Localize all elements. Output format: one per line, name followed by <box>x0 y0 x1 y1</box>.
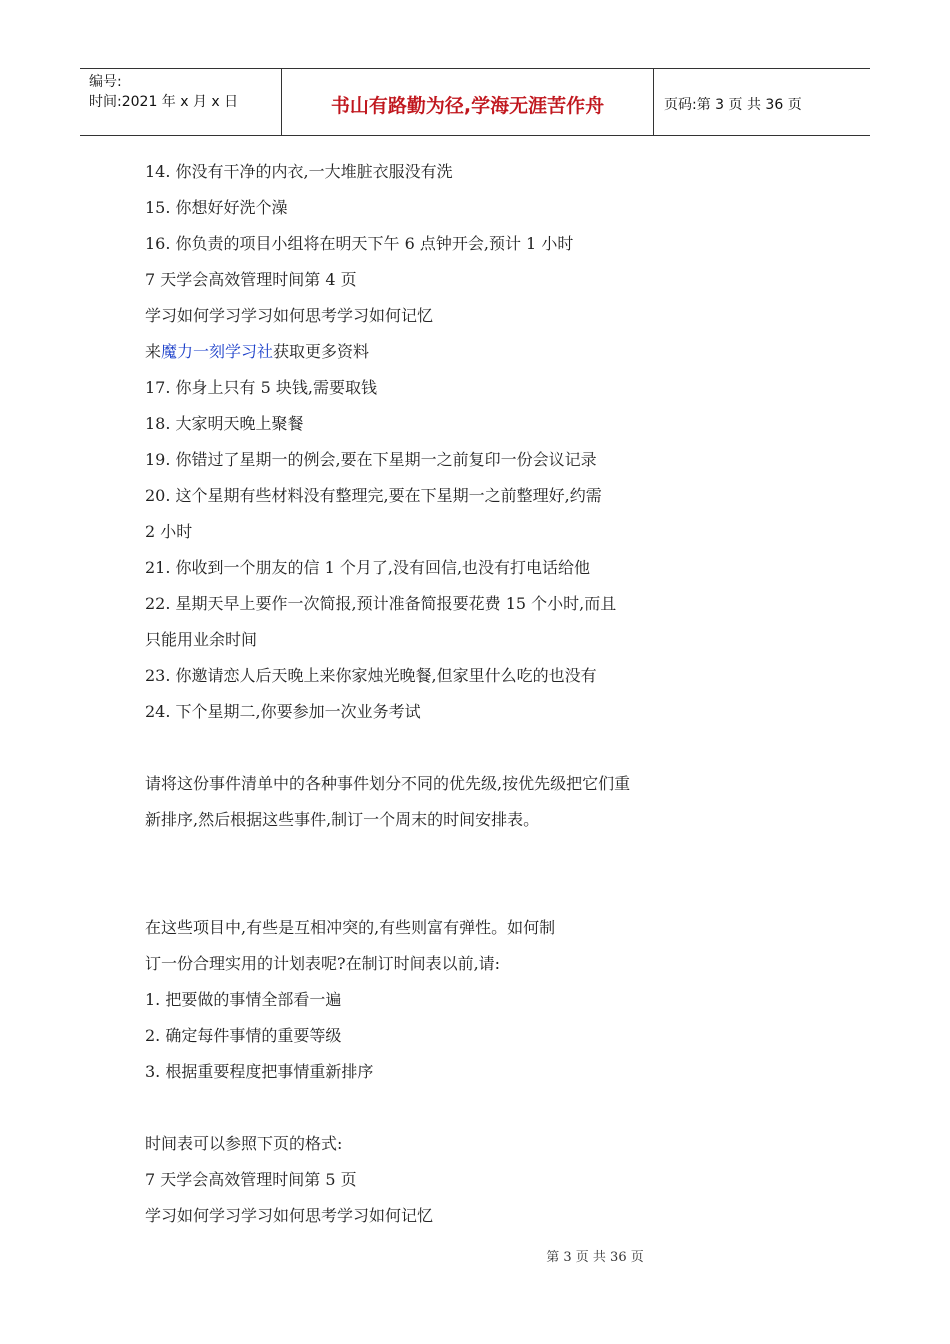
list-item: 23. 你邀请恋人后天晚上来你家烛光晚餐,但家里什么吃的也没有 <box>145 666 597 685</box>
conflict-paragraph: 订一份合理实用的计划表呢?在制订时间表以前,请: <box>145 954 501 973</box>
list-item: 15. 你想好好洗个澡 <box>145 198 288 217</box>
tagline: 学习如何学习学习如何思考学习如何记忆 <box>145 1206 434 1225</box>
promo-prefix: 来 <box>145 342 162 361</box>
page-header <box>80 68 870 136</box>
task-paragraph: 新排序,然后根据这些事件,制订一个周末的时间安排表。 <box>145 810 540 829</box>
promo-suffix: 获取更多资料 <box>273 342 370 361</box>
list-item: 21. 你收到一个朋友的信 1 个月了,没有回信,也没有打电话给他 <box>145 558 591 577</box>
list-item: 19. 你错过了星期一的例会,要在下星期一之前复印一份会议记录 <box>145 450 597 469</box>
list-item: 22. 星期天早上要作一次简报,预计准备简报要花费 15 个小时,而且 <box>145 594 617 613</box>
list-item-continuation: 2 小时 <box>145 522 193 541</box>
page-marker: 7 天学会高效管理时间第 5 页 <box>145 1170 357 1189</box>
document-number: 编号: <box>89 74 122 90</box>
document-body <box>145 154 785 1234</box>
header-page-number: 页码:第 3 页 共 36 页 <box>664 97 802 113</box>
tagline: 学习如何学习学习如何思考学习如何记忆 <box>145 306 434 325</box>
list-item: 17. 你身上只有 5 块钱,需要取钱 <box>145 378 377 397</box>
task-paragraph: 请将这份事件清单中的各种事件划分不同的优先级,按优先级把它们重 <box>145 774 631 793</box>
document-date: 时间:2021 年 x 月 x 日 <box>89 94 239 110</box>
list-item: 16. 你负责的项目小组将在明天下午 6 点钟开会,预计 1 小时 <box>145 234 574 253</box>
conflict-paragraph: 在这些项目中,有些是互相冲突的,有些则富有弹性。如何制 <box>145 918 556 937</box>
list-item: 14. 你没有干净的内衣,一大堆脏衣服没有洗 <box>145 162 453 181</box>
step-item: 1. 把要做的事情全部看一遍 <box>145 990 342 1009</box>
page-footer: 第 3 页 共 36 页 <box>546 1250 644 1265</box>
page-marker: 7 天学会高效管理时间第 4 页 <box>145 270 357 289</box>
step-item: 3. 根据重要程度把事情重新排序 <box>145 1062 374 1081</box>
study-club-link[interactable]: 魔力一刻学习社 <box>161 342 274 361</box>
format-note: 时间表可以参照下页的格式: <box>145 1134 343 1153</box>
list-item: 20. 这个星期有些材料没有整理完,要在下星期一之前整理好,约需 <box>145 486 602 505</box>
header-meta <box>80 69 282 135</box>
header-motto: 书山有路勤为径,学海无涯苦作舟 <box>282 69 654 135</box>
list-item: 24. 下个星期二,你要参加一次业务考试 <box>145 702 421 721</box>
list-item-continuation: 只能用业余时间 <box>145 630 258 649</box>
promo-line <box>145 334 785 370</box>
list-item: 18. 大家明天晚上聚餐 <box>145 414 304 433</box>
step-item: 2. 确定每件事情的重要等级 <box>145 1026 342 1045</box>
